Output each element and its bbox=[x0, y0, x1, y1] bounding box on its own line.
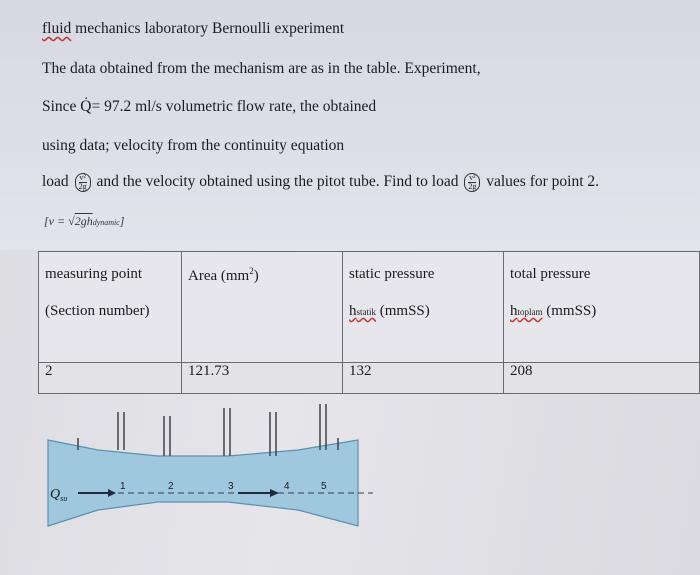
statement-line-2: Since Q̇= 97.2 ml/s volumetric flow rate, the obtained bbox=[42, 98, 377, 115]
velocity-head-fraction: $\frac{\text{v²}}{2g}$ bbox=[75, 173, 91, 192]
cell-total: 208 bbox=[504, 363, 700, 394]
tube-1 bbox=[118, 412, 124, 450]
point-label-4: 4 bbox=[284, 481, 290, 492]
venturi-diagram bbox=[38, 398, 398, 548]
statement-line-1: The data obtained from the mechanism are as in the table. Experiment, bbox=[42, 60, 481, 77]
point-label-5: 5 bbox=[321, 481, 327, 492]
measurement-table bbox=[38, 251, 700, 394]
tube-3 bbox=[224, 408, 230, 456]
venturi-tube bbox=[48, 440, 358, 526]
cell-section: 2 bbox=[39, 363, 182, 394]
header-static-pressure: static pressure hstatik (mmSS) bbox=[343, 252, 504, 363]
cell-area: 121.73 bbox=[182, 363, 343, 394]
point-label-1: 1 bbox=[120, 481, 126, 492]
header-area: Area $(mm^2)$ bbox=[182, 252, 343, 363]
table-header-row bbox=[39, 252, 700, 363]
tube-2 bbox=[164, 416, 170, 456]
piezometer-tubes bbox=[78, 404, 338, 456]
tube-5 bbox=[320, 404, 326, 450]
table-row bbox=[39, 363, 700, 394]
header-measuring-point: measuring point (Section number) bbox=[39, 252, 182, 363]
point-label-2: 2 bbox=[168, 481, 174, 492]
header-total-pressure: total pressure htoplam (mmSS) bbox=[504, 252, 700, 363]
tube-4 bbox=[270, 412, 276, 456]
pitot-velocity-formula: [v = √2ghdynamic] bbox=[44, 214, 125, 228]
point-label-3: 3 bbox=[228, 481, 234, 492]
statement-line-3: using data; velocity from the continuity equation bbox=[42, 137, 345, 154]
velocity-head-fraction-2: $\frac{\text{v²}}{2g}$ bbox=[464, 173, 480, 192]
cell-static: 132 bbox=[343, 363, 504, 394]
problem-title: fluid mechanics laboratory Bernoulli experiment bbox=[42, 20, 345, 37]
flow-label: $Q_{su}$ bbox=[50, 487, 68, 503]
statement-line-4: load $\frac{\text{v²}}{2g}$ and the velocity obtained using the pitot tube. Find to load $\frac{\text{v²}}{2g}$ values for point 2. bbox=[42, 173, 600, 191]
